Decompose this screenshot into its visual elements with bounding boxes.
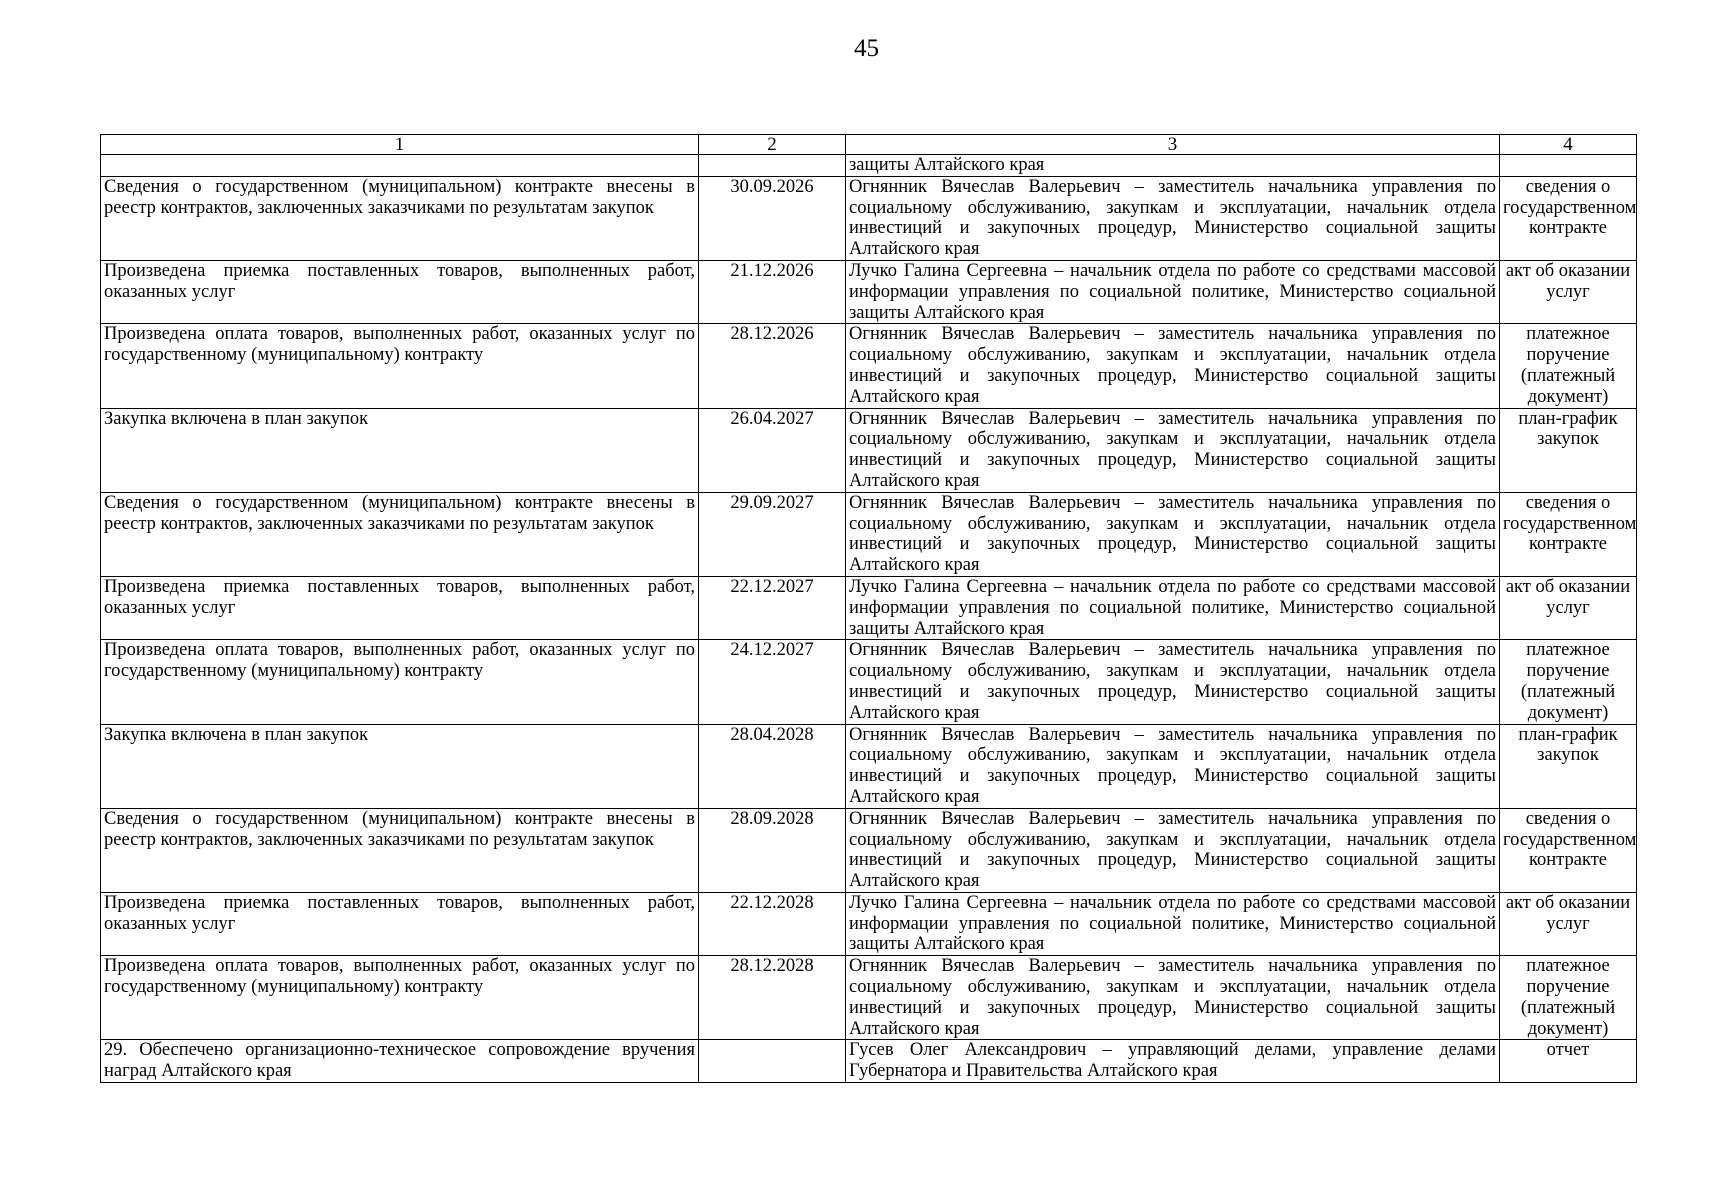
event-cell: Сведения о государственном (муниципальном) контракте внесены в реестр контрактов, заключенных заказчиками по результатам закупок: [101, 808, 699, 892]
event-cell: Произведена приемка поставленных товаров, выполненных работ, оказанных услуг: [101, 576, 699, 639]
document-cell: план-график закупок: [1500, 408, 1637, 492]
date-cell: 28.12.2026: [699, 324, 846, 408]
date-cell: 22.12.2028: [699, 892, 846, 955]
date-cell: 21.12.2026: [699, 260, 846, 323]
table-row: [101, 808, 1637, 892]
responsible-cell: Гусев Олег Александрович – управляющий делами, управление делами Губернатора и Правительства Алтайского края: [846, 1040, 1500, 1083]
document-cell: отчет: [1500, 1040, 1637, 1083]
responsible-cell: Огнянник Вячеслав Валерьевич – заместитель начальника управления по социальному обслуживанию, закупкам и эксплуатации, начальник отдела инвестиций и закупочных процедур, Министерство социальной защиты Алтайского края: [846, 176, 1500, 260]
table-row: [101, 724, 1637, 808]
control-points-table: [100, 134, 1637, 1083]
table-body: [101, 155, 1637, 1083]
responsible-cell: Огнянник Вячеслав Валерьевич – заместитель начальника управления по социальному обслуживанию, закупкам и эксплуатации, начальник отдела инвестиций и закупочных процедур, Министерство социальной защиты Алтайского края: [846, 408, 1500, 492]
event-cell: Произведена оплата товаров, выполненных работ, оказанных услуг по государственному (муниципальному) контракту: [101, 956, 699, 1040]
event-cell: Сведения о государственном (муниципальном) контракте внесены в реестр контрактов, заключенных заказчиками по результатам закупок: [101, 176, 699, 260]
document-cell: платежное поручение (платежный документ): [1500, 640, 1637, 724]
table-row: [101, 956, 1637, 1040]
table-row: [101, 176, 1637, 260]
continuation-date-cell: [699, 155, 846, 177]
document-cell: акт об оказании услуг: [1500, 892, 1637, 955]
event-cell: Произведена приемка поставленных товаров, выполненных работ, оказанных услуг: [101, 260, 699, 323]
date-cell: 30.09.2026: [699, 176, 846, 260]
table-header-row: [101, 135, 1637, 155]
column-header-4: 4: [1500, 135, 1637, 155]
document-cell: план-график закупок: [1500, 724, 1637, 808]
date-cell: 28.04.2028: [699, 724, 846, 808]
table-row: [101, 492, 1637, 576]
responsible-cell: Лучко Галина Сергеевна – начальник отдела по работе со средствами массовой информации управления по социальной политике, Министерство социальной защиты Алтайского края: [846, 892, 1500, 955]
event-cell: Произведена оплата товаров, выполненных работ, оказанных услуг по государственному (муниципальному) контракту: [101, 640, 699, 724]
document-cell: акт об оказании услуг: [1500, 576, 1637, 639]
document-cell: платежное поручение (платежный документ): [1500, 324, 1637, 408]
event-cell: Произведена оплата товаров, выполненных работ, оказанных услуг по государственному (муниципальному) контракту: [101, 324, 699, 408]
column-header-2: 2: [699, 135, 846, 155]
document-cell: сведения о государственном контракте: [1500, 808, 1637, 892]
table-row: [101, 408, 1637, 492]
page-number: 45: [854, 35, 879, 62]
event-cell: Закупка включена в план закупок: [101, 724, 699, 808]
responsible-cell: Лучко Галина Сергеевна – начальник отдела по работе со средствами массовой информации управления по социальной политике, Министерство социальной защиты Алтайского края: [846, 260, 1500, 323]
date-cell: 29.09.2027: [699, 492, 846, 576]
responsible-cell: Огнянник Вячеслав Валерьевич – заместитель начальника управления по социальному обслуживанию, закупкам и эксплуатации, начальник отдела инвестиций и закупочных процедур, Министерство социальной защиты Алтайского края: [846, 724, 1500, 808]
document-cell: сведения о государственном контракте: [1500, 176, 1637, 260]
date-cell: 26.04.2027: [699, 408, 846, 492]
table-row: [101, 576, 1637, 639]
responsible-cell: Огнянник Вячеслав Валерьевич – заместитель начальника управления по социальному обслуживанию, закупкам и эксплуатации, начальник отдела инвестиций и закупочных процедур, Министерство социальной защиты Алтайского края: [846, 956, 1500, 1040]
event-cell: Произведена приемка поставленных товаров, выполненных работ, оказанных услуг: [101, 892, 699, 955]
column-header-1: 1: [101, 135, 699, 155]
table-row: [101, 324, 1637, 408]
document-cell: платежное поручение (платежный документ): [1500, 956, 1637, 1040]
continuation-event-cell: [101, 155, 699, 177]
date-cell: [699, 1040, 846, 1083]
table-row: [101, 260, 1637, 323]
responsible-cell: Огнянник Вячеслав Валерьевич – заместитель начальника управления по социальному обслуживанию, закупкам и эксплуатации, начальник отдела инвестиций и закупочных процедур, Министерство социальной защиты Алтайского края: [846, 324, 1500, 408]
document-cell: акт об оказании услуг: [1500, 260, 1637, 323]
date-cell: 28.12.2028: [699, 956, 846, 1040]
event-cell: Закупка включена в план закупок: [101, 408, 699, 492]
date-cell: 28.09.2028: [699, 808, 846, 892]
responsible-cell: Огнянник Вячеслав Валерьевич – заместитель начальника управления по социальному обслуживанию, закупкам и эксплуатации, начальник отдела инвестиций и закупочных процедур, Министерство социальной защиты Алтайского края: [846, 808, 1500, 892]
table-row: [101, 1040, 1637, 1083]
document-cell: сведения о государственном контракте: [1500, 492, 1637, 576]
event-cell: 29. Обеспечено организационно-техническое сопровождение вручения наград Алтайского края: [101, 1040, 699, 1083]
responsible-cell: Огнянник Вячеслав Валерьевич – заместитель начальника управления по социальному обслуживанию, закупкам и эксплуатации, начальник отдела инвестиций и закупочных процедур, Министерство социальной защиты Алтайского края: [846, 492, 1500, 576]
event-cell: Сведения о государственном (муниципальном) контракте внесены в реестр контрактов, заключенных заказчиками по результатам закупок: [101, 492, 699, 576]
table-row: [101, 640, 1637, 724]
date-cell: 22.12.2027: [699, 576, 846, 639]
continuation-document-cell: [1500, 155, 1637, 177]
column-header-3: 3: [846, 135, 1500, 155]
continuation-responsible-cell: защиты Алтайского края: [846, 155, 1500, 177]
table-row: [101, 892, 1637, 955]
responsible-cell: Огнянник Вячеслав Валерьевич – заместитель начальника управления по социальному обслуживанию, закупкам и эксплуатации, начальник отдела инвестиций и закупочных процедур, Министерство социальной защиты Алтайского края: [846, 640, 1500, 724]
responsible-cell: Лучко Галина Сергеевна – начальник отдела по работе со средствами массовой информации управления по социальной политике, Министерство социальной защиты Алтайского края: [846, 576, 1500, 639]
date-cell: 24.12.2027: [699, 640, 846, 724]
continuation-row: [101, 155, 1637, 177]
